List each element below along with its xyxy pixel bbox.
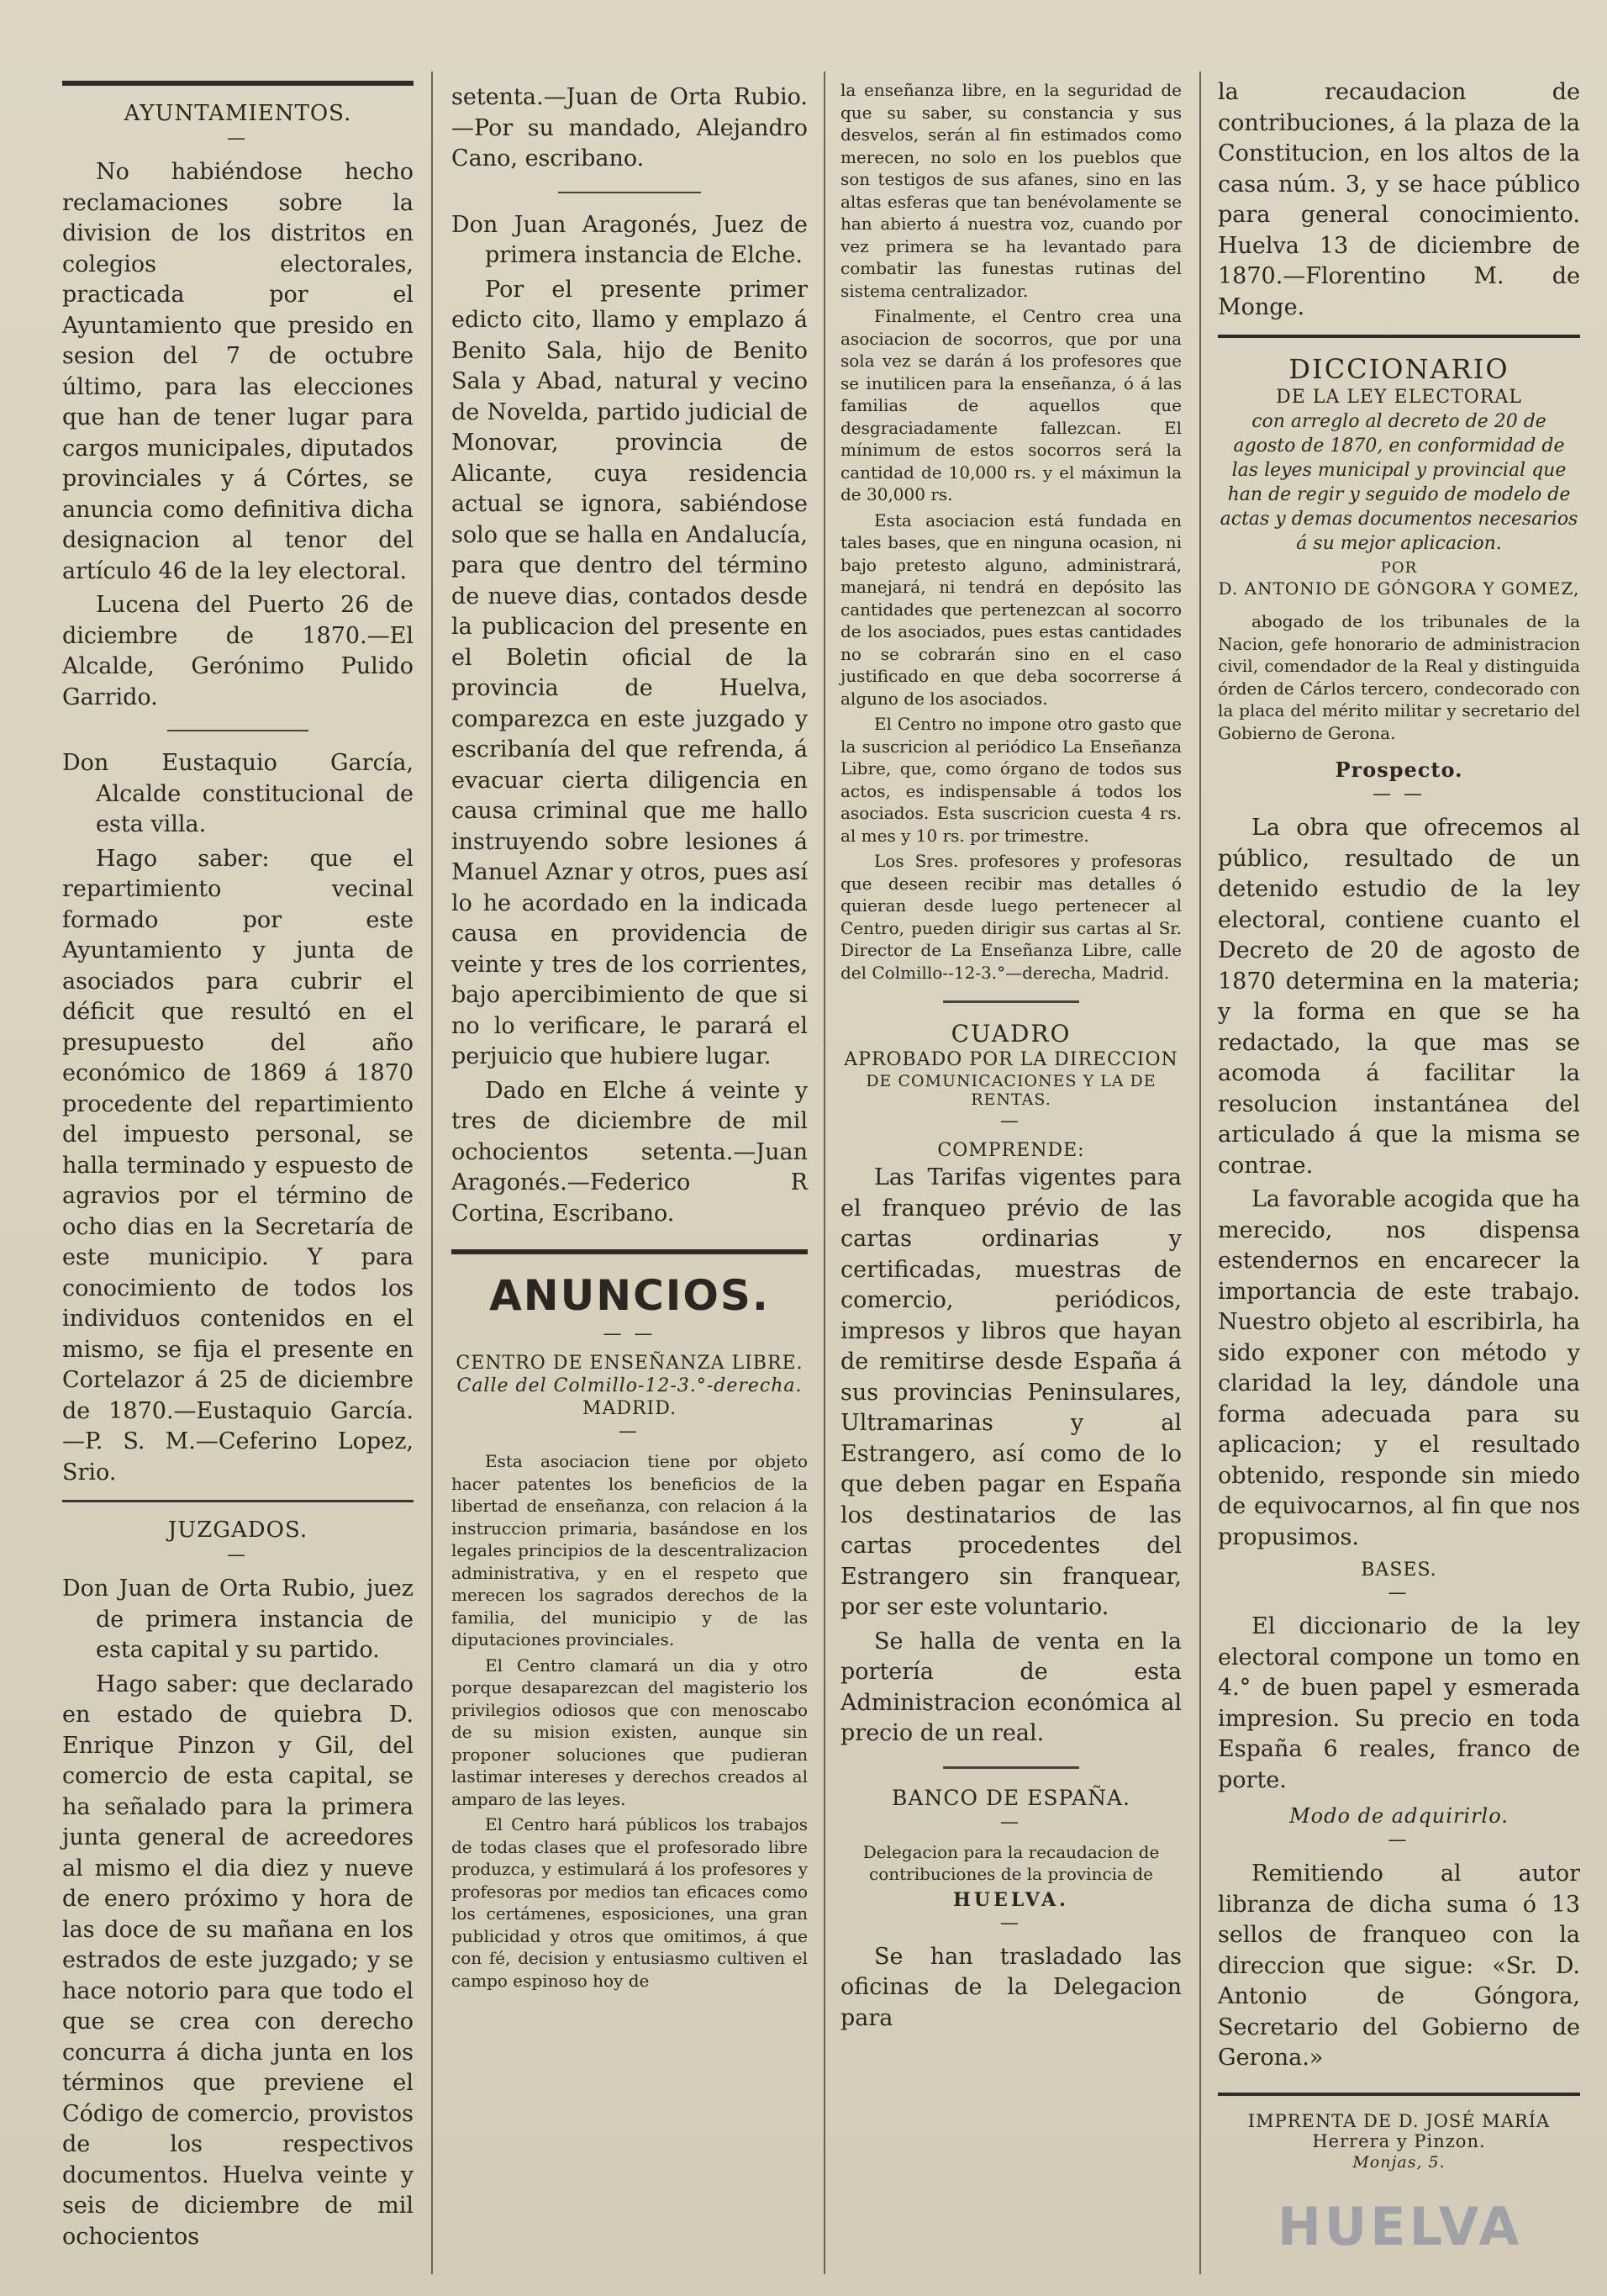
dash: — — [1388, 1829, 1410, 1850]
rule — [62, 1500, 414, 1502]
rule — [62, 81, 414, 86]
delegacion-text: Delegacion para la recaudacion de contribuciones de la provincia de — [862, 1841, 1160, 1884]
column-rule — [824, 71, 825, 2274]
huelva-heading: HUELVA. — [953, 1888, 1069, 1911]
notice-aragones-sign: Dado en Elche á veinte y tres de diciembre de mil ochocientos setenta.—Juan Aragonés.—Federico R Cortina, Escribano. — [451, 1077, 808, 1227]
notice-orta-head: Don Juan de Orta Rubio, juez de primera instancia de esta capital y su partido. — [62, 1576, 414, 1663]
por-label: POR — [1380, 559, 1418, 577]
comprende-heading: COMPRENDE: — [937, 1140, 1085, 1161]
notice-aragones-body: Por el presente primer edicto cito, llamo y emplazo á Benito Sala, hijo de Benito Sala y Abad, natural y vecino de Novelda, partido judicial de Monovar, provincia de Alicante, cuya residencia actual se ignora, sabiéndose solo que se halla en Andalucía, para que dentro del término de nueve dias, contados desde la publicacion del presente en el Boletin oficial de la provincia de Huelva, comparezca en este juzgado y escribanía del que refrenda, á evacuar cierta diligencia en causa criminal que me hallo instruyendo sobre lesiones á Manuel Aznar y otros, pues así lo he acordado en la indicada causa en providencia de veinte y tres de los corrientes, bajo apercibimiento de que si no lo verificare, le parará el perjuicio que hubiere lugar. — [451, 276, 808, 1069]
column-4 — [1208, 76, 1590, 2278]
cuadro-subtitle: DE COMUNICACIONES Y LA DE RENTAS. — [866, 1072, 1157, 1109]
centro-paragraph: El Centro hará públicos los trabajos de todas clases que el profesorado libre produzca, y estimulará á los profesores y profesoras por medios tan eficaces como los certámenes, esposiciones, una gran publicidad y otros que omitimos, á que con fé, decision y entusiasmo cultiven el campo espinoso hoy de — [451, 1814, 808, 1991]
prospecto-body: La obra que ofrecemos al público, resultado de un detenido estudio de la ley electoral, contiene cuanto el Decreto de 20 de agosto de 1870 determina en la materia; y la forma en que se ha redactado, la que mas se acomoda á facilitar la resolucion instantánea del articulado á que la misma se contrae. — [1218, 815, 1580, 1179]
cuadro-body: Las Tarifas vigentes para el franqueo prévio de las cartas ordinarias y certificadas, muestras de comercio, periódicos, impresos y libros que hayan de remitirse desde España á sus provincias Peninsulares, Ultramarinas y al Estrangero, así como de lo que deben pagar en España los destinatarios de las cartas procedentes del Estrangero sin franquear, por ser este voluntario. — [840, 1164, 1182, 1620]
delegacion-body-end: la recaudacion de contribuciones, á la plaza de la Constitucion, en los altos de la casa núm. 3, y se hace público para general conocimiento. Huelva 13 de diciembre de 1870.—Florentino M. de Monge. — [1218, 79, 1580, 320]
rule — [1218, 2093, 1580, 2096]
dash: — — [227, 128, 249, 149]
column-3 — [830, 76, 1192, 2278]
imprenta-address: Monjas, 5. — [1352, 2152, 1446, 2172]
centro-paragraph: Esta asociacion está fundada en tales bases, que en ninguna ocasion, ni bajo pretesto alguno, administrará, manejará, ni tendrá en depósito las cantidades que pertenezcan al socorro de los asociados, pues estas cantidades no se cobrarán sino en el caso justificado en que deba socorrerse á alguno de los asociados. — [840, 509, 1182, 709]
centro-paragraph: El Centro no impone otro gasto que la suscricion al periódico La Enseñanza Libre, que, como órgano de todos sus actos, es indispensable á todos los asociados. Esta suscricion cuesta 4 rs. al mes y 10 rs. por trimestre. — [840, 714, 1182, 846]
column-2 — [441, 76, 818, 2278]
dash: — — [1000, 1111, 1022, 1132]
rule — [558, 192, 701, 193]
column-1 — [52, 76, 424, 2278]
modo-heading: Modo de adquirirlo. — [1289, 1804, 1509, 1828]
dash: — — — [603, 1323, 656, 1344]
bases-body: El diccionario de la ley electoral compone un tomo en 4.° de buen papel y esmerada impresion. Su precio en toda España 6 reales, franco de porte. — [1218, 1613, 1580, 1793]
diccionario-description: con arreglo al decreto de 20 de agosto de 1870, en conformidad de las leyes municipal y provincial que han de regir y seguido de modelo de actas y demas documentos necesarios á su mejor aplicacion. — [1220, 411, 1578, 554]
dash: — — [1000, 1811, 1022, 1833]
diccionario-title: DICCIONARIO — [1288, 353, 1510, 385]
diccionario-subtitle: DE LA LEY ELECTORAL — [1276, 387, 1522, 408]
centro-paragraph: Esta asociacion tiene por objeto hacer patentes los beneficios de la libertad de enseñanza, con relacion á la instruccion primaria, basándose en los legales principios de la descentralizacion administrativa, y en el respeto que merecen los sagrados derechos de la familia, del municipio y de las diputaciones provinciales. — [451, 1451, 808, 1649]
dash: — — [227, 1544, 249, 1565]
cuadro-subtitle: APROBADO POR LA DIRECCION — [844, 1049, 1178, 1070]
bases-heading: BASES. — [1361, 1560, 1437, 1581]
dash: — — — [1373, 784, 1425, 805]
rule — [943, 1000, 1079, 1003]
prospecto-heading: Prospecto. — [1335, 757, 1463, 782]
notice-lucena: No habiéndose hecho reclamaciones sobre la division de los distritos en colegios electorales, practicada por el Ayuntamiento que presido en sesion del 7 de octubre último, para las elecciones que han de tener lugar para cargos municipales, diputados provinciales y á Córtes, se anuncia como definitiva dicha designacion al tenor del artículo 46 de la ley electoral. — [62, 159, 414, 584]
notice-lucena-sign: Lucena del Puerto 26 de diciembre de 1870.—El Alcalde, Gerónimo Pulido Garrido. — [62, 592, 414, 710]
rule — [1218, 335, 1580, 338]
cuadro-price: Se halla de venta en la portería de esta Administracion económica al precio de un real. — [840, 1628, 1182, 1746]
rule — [451, 1249, 808, 1254]
notice-cortelazor-body: Hago saber: que el repartimiento vecinal formado por este Ayuntamiento y junta de asociados para cubrir el déficit que resultó en el presupuesto del año económico de 1869 á 1870 procedente del repartimiento del impuesto personal, se halla terminado y espuesto de agravios por el término de ocho dias en la Secretaría de este municipio. Y para conocimiento de todos los individuos contenidos en el mismo, se fija el presente en Cortelazor á 25 de diciembre de 1870.—Eustaquio García.—P. S. M.—Ceferino Lopez, Srio. — [62, 845, 414, 1486]
column-rule — [1199, 71, 1201, 2274]
rule — [943, 1766, 1079, 1769]
centro-address: Calle del Colmillo-12-3.°-derecha. — [456, 1375, 803, 1396]
notice-orta-body: Hago saber: que declarado en estado de quiebra D. Enrique Pinzon y Gil, del comercio de esta capital, se ha señalado para la primera junta general de acreedores al mismo el dia diez y nueve de enero próximo y hora de las doce de su mañana en los estrados de este juzgado; y se hace notorio para que todo el que se crea con derecho concurra á dicha junta en los términos que previene el Código de comercio, provistos de los respectivos documentos. Huelva veinte y seis de diciembre de mil ochocientos — [62, 1671, 414, 2250]
section-title-juzgados: JUZGADOS. — [167, 1517, 308, 1543]
notice-orta-end: setenta.—Juan de Orta Rubio.—Por su mandado, Alejandro Cano, escribano. — [451, 84, 808, 172]
centro-title: CENTRO DE ENSEÑANZA LIBRE. — [456, 1353, 804, 1374]
author-name: D. ANTONIO DE GÓNGORA Y GOMEZ, — [1218, 578, 1580, 599]
centro-paragraph: Finalmente, el Centro crea una asociacion de socorros, que por una sola vez se darán á los profesores que se inutilicen para la enseñanza, ó á las familias de aquellos que desgraciadamente fallezcan. El mínimum de estos socorros será la cantidad de 10,000 rs. y el máximun la de 30,000 rs. — [840, 306, 1182, 504]
prospecto-body: La favorable acogida que ha merecido, nos dispensa estendernos en encarecer la importancia de este trabajo. Nuestro objeto al escribirla, ha sido exponer con método y claridad la ley, dándole una forma adecuada para su aplicacion; y el resultado obtenido, responde sin miedo de equivocarnos, al fin que nos propusimos. — [1218, 1186, 1580, 1550]
cuadro-title: CUADRO — [951, 1020, 1072, 1048]
notice-cortelazor-head: Don Eustaquio García, Alcalde constitucional de esta villa. — [62, 750, 414, 837]
section-title-ayuntamientos: AYUNTAMIENTOS. — [124, 101, 352, 126]
delegacion-body: Se han trasladado las oficinas de la Delegacion para — [840, 1943, 1182, 2031]
dash: — — [619, 1421, 640, 1442]
section-title-anuncios: ANUNCIOS. — [489, 1271, 770, 1320]
rule — [167, 730, 308, 731]
dash: — — [1388, 1582, 1410, 1603]
library-watermark: HUELVA — [1278, 2196, 1523, 2257]
column-rule — [431, 71, 433, 2274]
imprenta-line: IMPRENTA DE D. JOSÉ MARÍA Herrera y Pinzon. — [1247, 2110, 1551, 2151]
centro-paragraph: El Centro clamará un dia y otro porque desaparezcan del magisterio los privilegios odiosos que con menoscabo de su mision existen, aunque sin proponer soluciones que pudieran lastimar intereses y derechos creados al amparo de las leyes. — [451, 1655, 808, 1809]
author-description: abogado de los tribunales de la Nacion, gefe honorario de administracion civil, comendador de la Real y distinguida órden de Cárlos tercero, condecorado con la placa del mérito militar y secretario del Gobierno de Gerona. — [1218, 611, 1580, 743]
notice-aragones-head: Don Juan Aragonés, Juez de primera instancia de Elche. — [451, 211, 808, 268]
centro-paragraph: Los Sres. profesores y profesoras que deseen recibir mas detalles ó quieran desde luego pertenecer al Centro, pueden dirigir sus cartas al Sr. Director de La Enseñanza Libre, calle del Colmillo--12-3.°—derecha, Madrid. — [840, 851, 1182, 983]
dash: — — [1000, 1912, 1022, 1934]
centro-city: MADRID. — [582, 1398, 677, 1419]
banco-title: BANCO DE ESPAÑA. — [892, 1785, 1130, 1810]
modo-body: Remitiendo al autor libranza de dicha suma ó 13 sellos de franqueo con la direccion que sigue: «Sr. D. Antonio de Góngora, Secretario del Gobierno de Gerona.» — [1218, 1861, 1580, 2071]
centro-paragraph: la enseñanza libre, en la seguridad de que su saber, su constancia y sus desvelos, serán al fin estimados como merecen, no solo en los pueblos que son testigos de sus afanes, sino en las altas esferas que tan benévolamente se han abierto á nuestra voz, cuando por vez primera se ha levantado para combatir las funestas rutinas del sistema centralizador. — [840, 80, 1182, 301]
